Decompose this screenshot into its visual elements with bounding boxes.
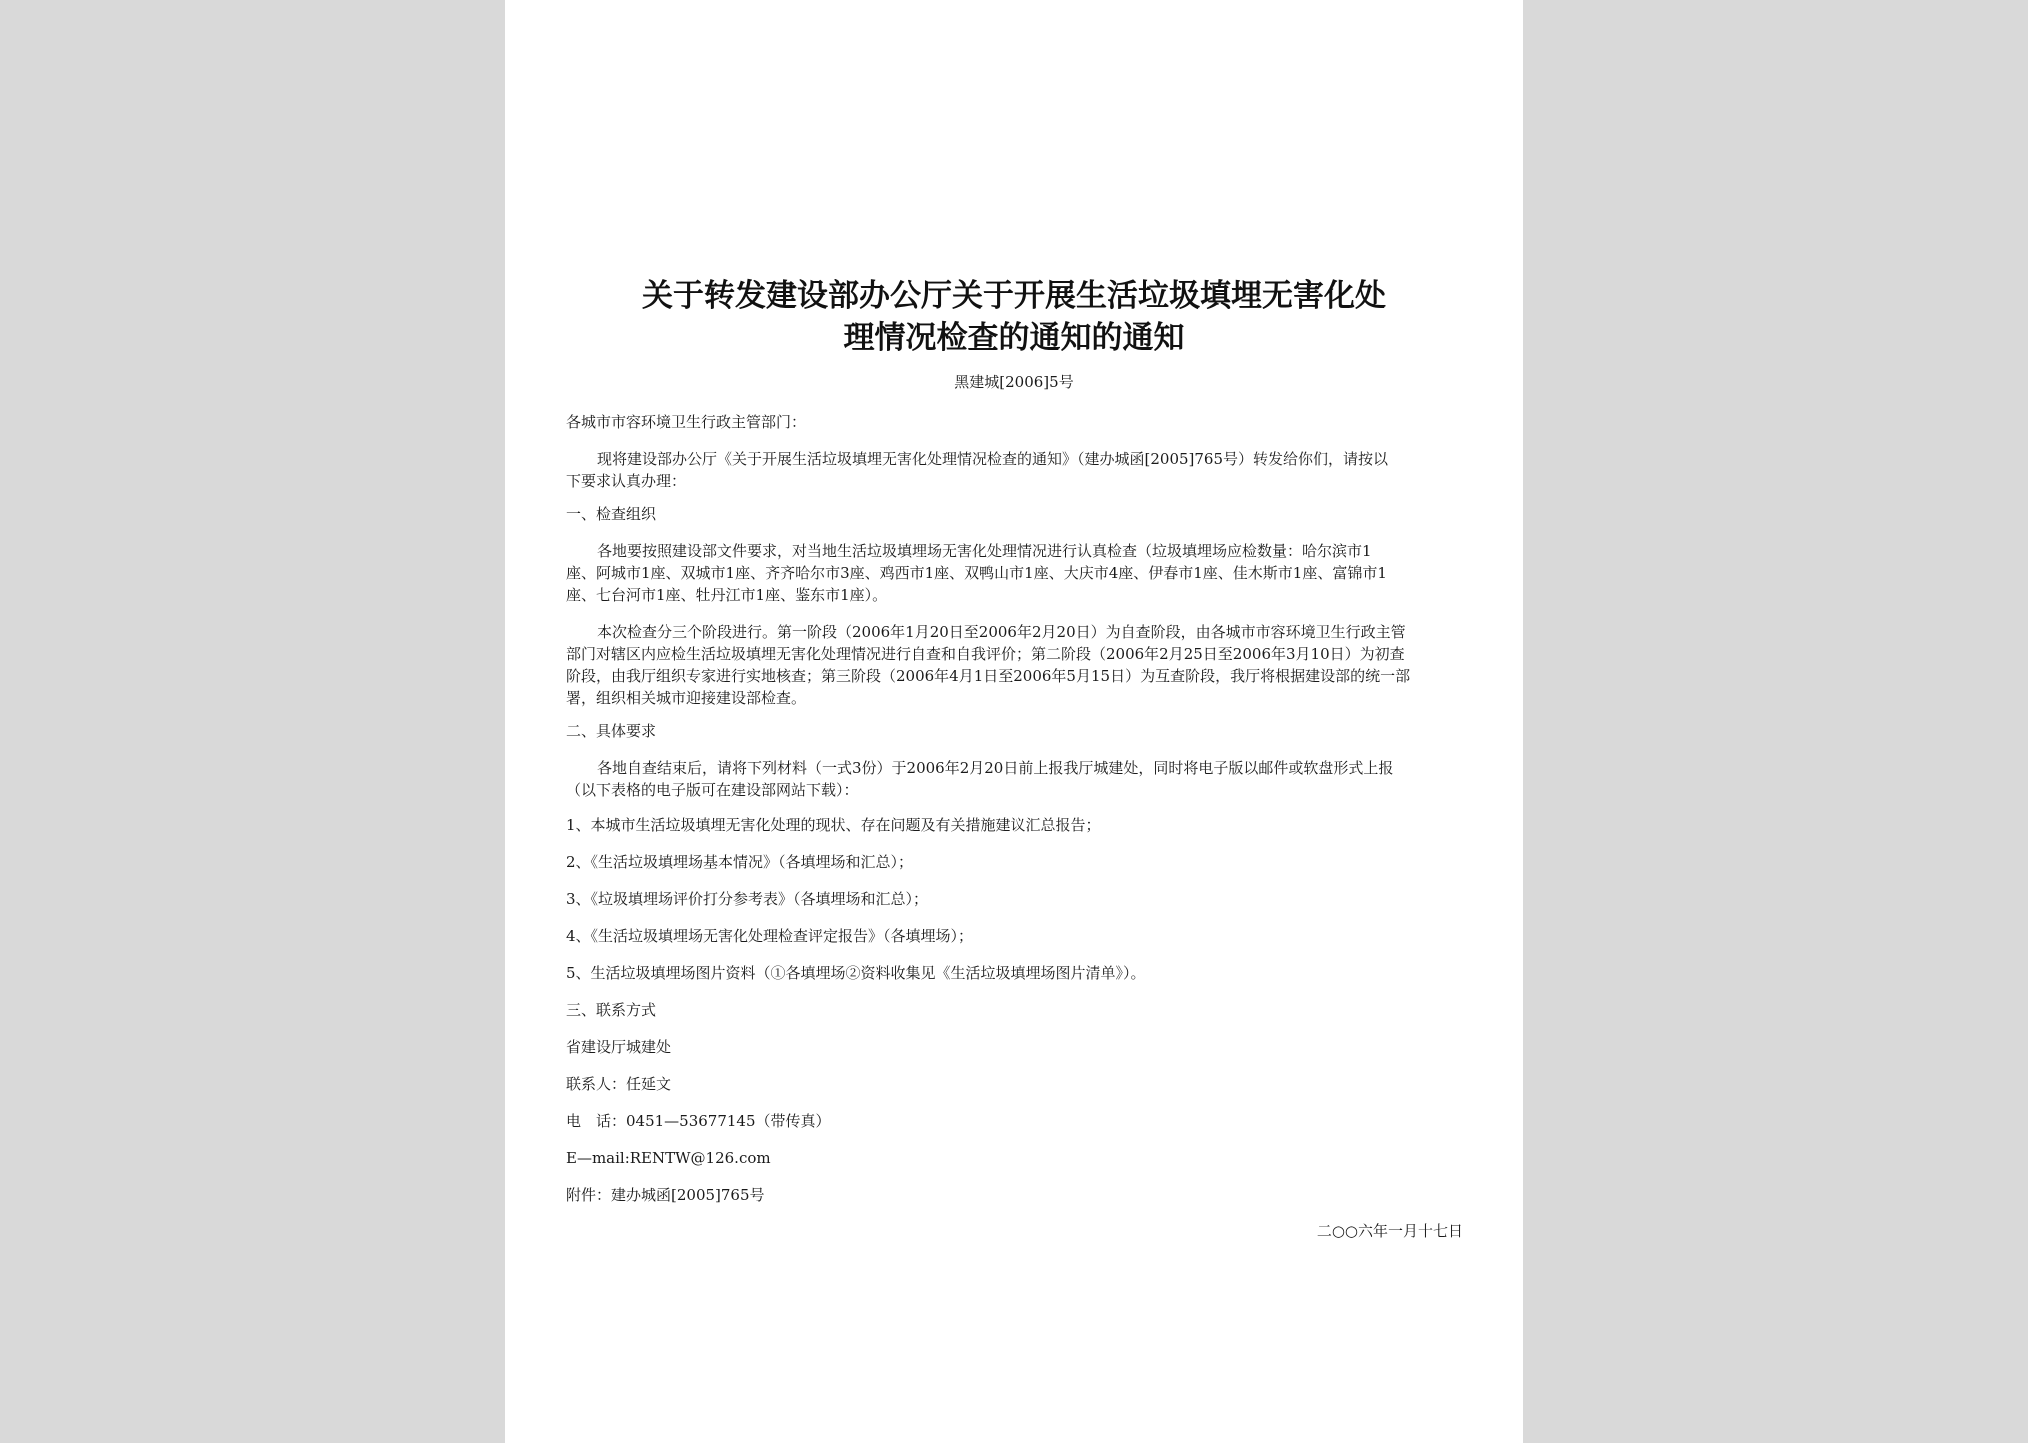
list-item: 3、《垃圾填埋场评价打分参考表》（各填埋场和汇总）； — [566, 890, 929, 908]
section-1-heading: 一、检查组织 — [566, 505, 657, 523]
attachment: 附件：建办城函[2005]765号 — [566, 1186, 765, 1204]
list-item: 4、《生活垃圾填埋场无害化处理检查评定报告》（各填埋场）； — [566, 927, 974, 945]
list-item: 5、生活垃圾填埋场图片资料（①各填埋场②资料收集见《生活垃圾填埋场图片清单》）。 — [566, 964, 1146, 982]
addressee: 各城市市容环境卫生行政主管部门： — [566, 413, 807, 431]
section-1-para-2-line-4: 署，组织相关城市迎接建设部检查。 — [566, 689, 807, 707]
section-1-para-1-line-3: 座、七台河市1座、牡丹江市1座、鉴东市1座）。 — [566, 586, 888, 604]
section-1-para-2-line-2: 部门对辖区内应检生活垃圾填埋无害化处理情况进行自查和自我评价；第二阶段（2006年2月25日至2006年3月10日）为初查 — [566, 645, 1405, 663]
contact-phone: 电 话：0451—53677145（带传真） — [566, 1112, 831, 1130]
section-2-heading: 二、具体要求 — [566, 722, 657, 740]
intro-line-2: 下要求认真办理： — [566, 472, 687, 490]
document-page — [505, 0, 1523, 1443]
section-1-para-1-line-1: 各地要按照建设部文件要求，对当地生活垃圾填埋场无害化处理情况进行认真检查（垃圾填埋场应检数量：哈尔滨市1 — [597, 542, 1372, 560]
section-2-para-line-2: （以下表格的电子版可在建设部网站下载）： — [566, 781, 859, 799]
section-3-heading: 三、联系方式 — [566, 1001, 657, 1019]
section-1-para-1-line-2: 座、阿城市1座、双城市1座、齐齐哈尔市3座、鸡西市1座、双鸭山市1座、大庆市4座、伊春市1座、佳木斯市1座、富锦市1 — [566, 564, 1387, 582]
contact-department: 省建设厅城建处 — [566, 1038, 672, 1056]
document-number: 黑建城[2006]5号 — [954, 373, 1074, 391]
document-title-line-2: 理情况检查的通知的通知 — [843, 320, 1185, 356]
document-date: 二○○六年一月十七日 — [1316, 1222, 1463, 1240]
list-item: 1、本城市生活垃圾填埋无害化处理的现状、存在问题及有关措施建议汇总报告； — [566, 816, 1101, 834]
document-title-line-1: 关于转发建设部办公厅关于开展生活垃圾填埋无害化处 — [642, 278, 1386, 314]
section-2-para-line-1: 各地自查结束后，请将下列材料（一式3份）于2006年2月20日前上报我厅城建处，同时将电子版以邮件或软盘形式上报 — [597, 759, 1394, 777]
section-1-para-2-line-1: 本次检查分三个阶段进行。第一阶段（2006年1月20日至2006年2月20日）为自查阶段，由各城市市容环境卫生行政主管 — [597, 623, 1406, 641]
intro-line-1: 现将建设部办公厅《关于开展生活垃圾填埋无害化处理情况检查的通知》（建办城函[2005]765号）转发给你们，请按以 — [597, 450, 1389, 468]
contact-email: E—mail:RENTW@126.com — [566, 1149, 771, 1167]
list-item: 2、《生活垃圾填埋场基本情况》（各填埋场和汇总）； — [566, 853, 914, 871]
section-1-para-2-line-3: 阶段，由我厅组织专家进行实地核查；第三阶段（2006年4月1日至2006年5月15日）为互查阶段，我厅将根据建设部的统一部 — [566, 667, 1411, 685]
contact-person: 联系人：任延文 — [566, 1075, 672, 1093]
